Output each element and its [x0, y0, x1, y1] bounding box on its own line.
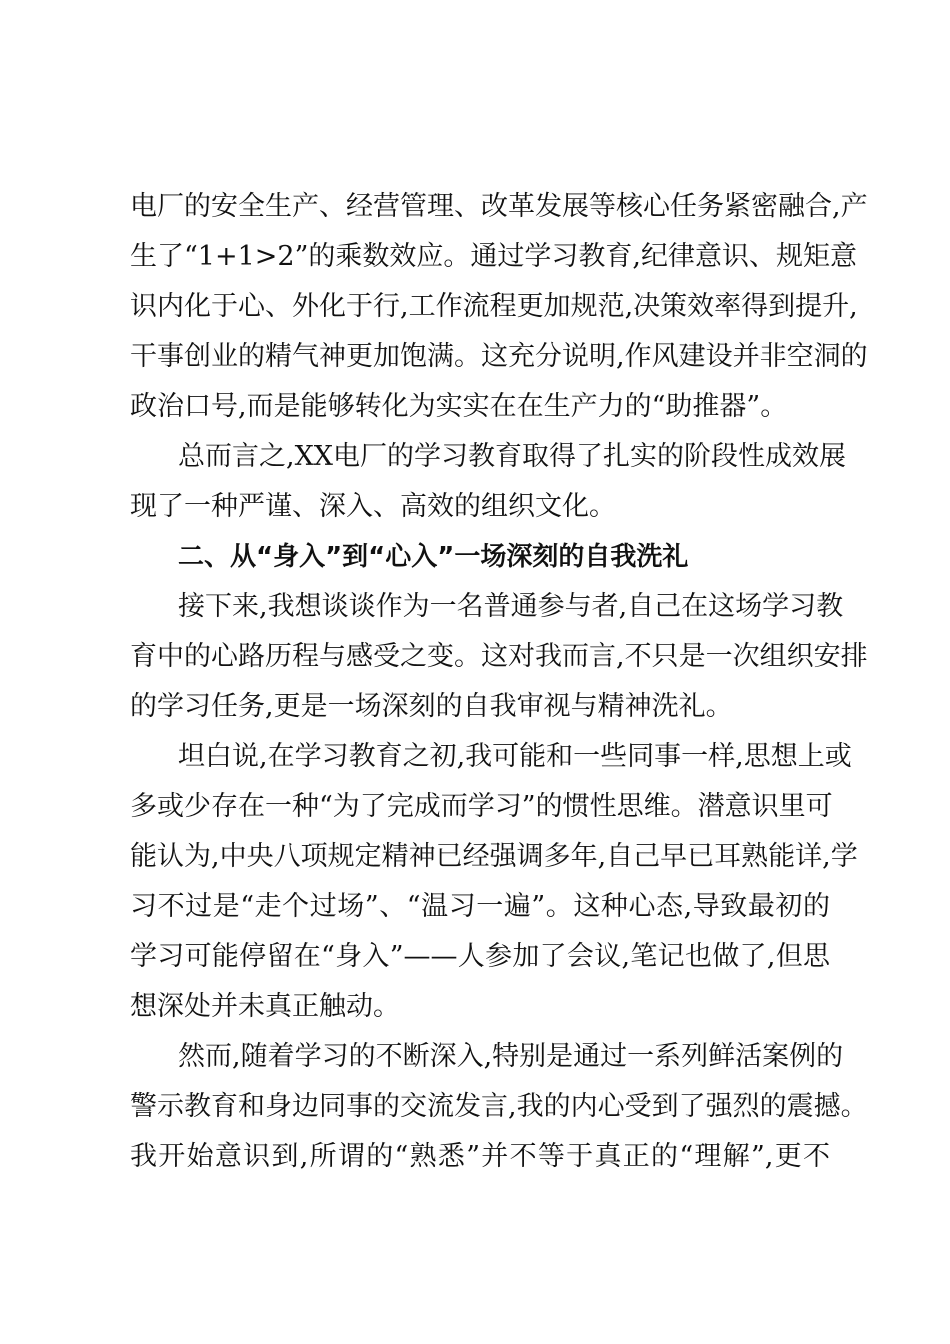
paragraph-line: 警示教育和身边同事的交流发言,我的内心受到了强烈的震撼。: [130, 1091, 868, 1122]
paragraph-line: 学习可能停留在“身入”——人参加了会议,笔记也做了,但思: [130, 941, 830, 972]
paragraph-line: 育中的心路历程与感受之变。这对我而言,不只是一次组织安排: [130, 641, 868, 672]
paragraph-line: 的学习任务,更是一场深刻的自我审视与精神洗礼。: [130, 691, 733, 722]
paragraph-line: 能认为,中央八项规定精神已经强调多年,自己早已耳熟能详,学: [130, 841, 858, 872]
paragraph-line: 想深处并未真正触动。: [130, 991, 400, 1022]
paragraph-line: 识内化于心、外化于行,工作流程更加规范,决策效率得到提升,: [130, 291, 858, 322]
paragraph-line: 现了一种严谨、深入、高效的组织文化。: [130, 491, 616, 522]
paragraph-line: 多或少存在一种“为了完成而学习”的惯性思维。潜意识里可: [130, 791, 833, 822]
paragraph-line: 总而言之,XX电厂的学习教育取得了扎实的阶段性成效展: [178, 441, 847, 472]
paragraph-line: 电厂的安全生产、经营管理、改革发展等核心任务紧密融合,产: [130, 191, 868, 222]
paragraph-line: 干事创业的精气神更加饱满。这充分说明,作风建设并非空洞的: [130, 341, 868, 372]
paragraph-line: 然而,随着学习的不断深入,特别是通过一系列鲜活案例的: [178, 1041, 844, 1072]
paragraph-line: 坦白说,在学习教育之初,我可能和一些同事一样,思想上或: [178, 741, 852, 772]
paragraph-line: 习不过是“走个过场”、“温习一遍”。这种心态,导致最初的: [130, 891, 830, 922]
paragraph-line: 接下来,我想谈谈作为一名普通参与者,自己在这场学习教: [178, 591, 844, 622]
section-heading: 二、从“身入”到“心入”一场深刻的自我洗礼: [178, 542, 689, 572]
paragraph-line: 我开始意识到,所谓的“熟悉”并不等于真正的“理解”,更不: [130, 1141, 830, 1172]
paragraph-line: 政治口号,而是能够转化为实实在在生产力的“助推器”。: [130, 391, 788, 422]
paragraph-line: 生了“1+1>2”的乘数效应。通过学习教育,纪律意识、规矩意: [130, 241, 857, 272]
